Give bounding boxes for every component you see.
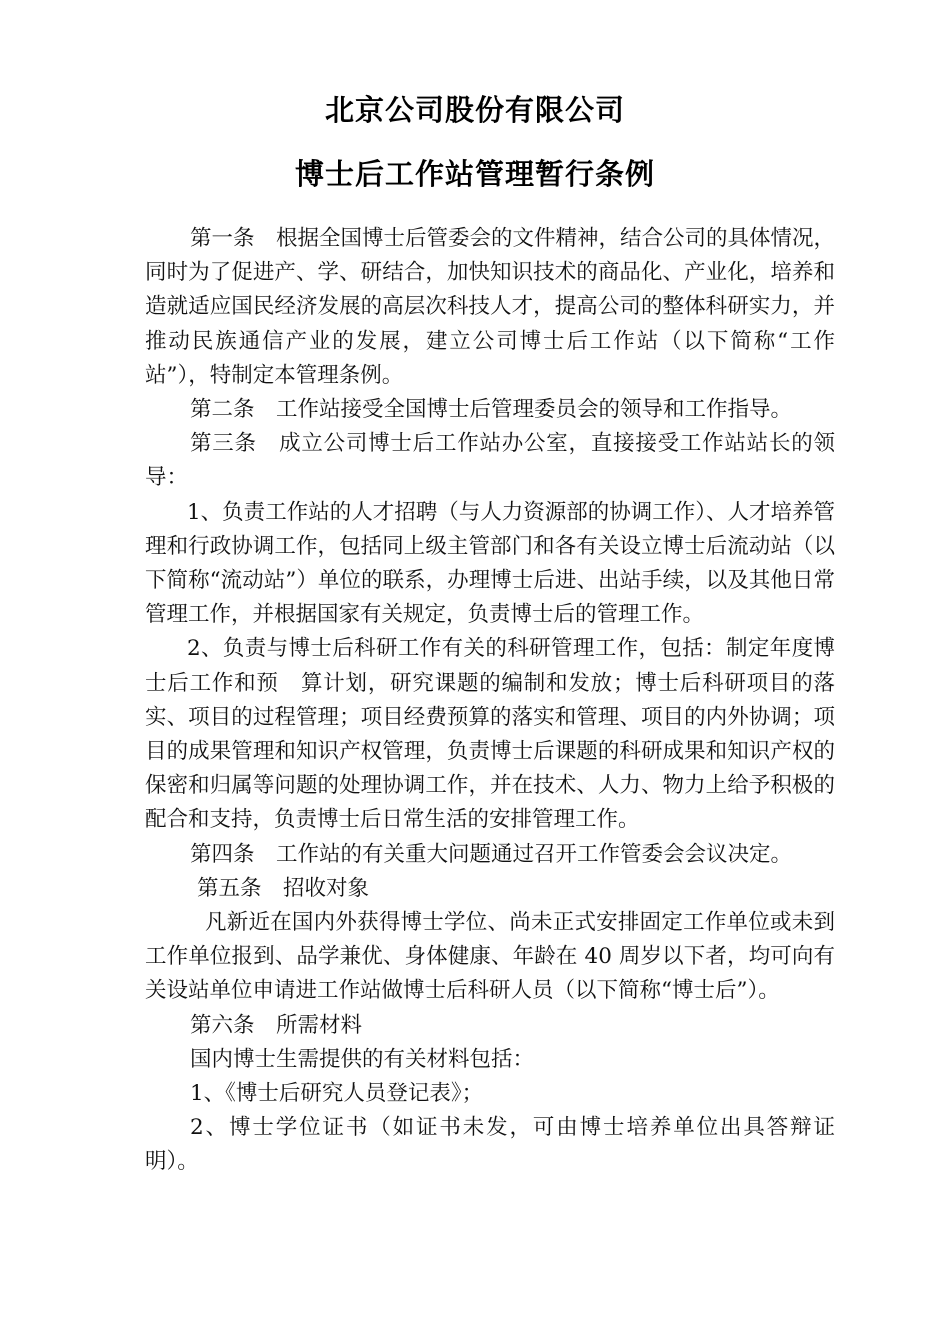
materials-item-1: 1、《博士后研究人员登记表》； xyxy=(190,1081,484,1107)
materials-item-2: 2、博士学位证书（如证书未发，可由博士培养单位出具答辩证明）。 xyxy=(145,1115,835,1175)
article-5-paragraph: 凡新近在国内外获得博士学位、尚未正式安排固定工作单位或未到工作单位报到、品学兼优、身体健康、年龄在 40 周岁以下者，均可向有关设站单位申请进工作站做博士后科研人员（以下简称“博士后”）。 xyxy=(145,910,835,1004)
company-title: 北京公司股份有限公司 xyxy=(324,93,625,127)
article-1-paragraph: 第一条 根据全国博士后管委会的文件精神，结合公司的具体情况，同时为了促进产、学、研结合，加快知识技术的商品化、产业化，培养和造就适应国民经济发展的高层次科技人才，提高公司的整体科研实力，并推动民族通信产业的发展，建立公司博士后工作站（以下简称“工作站”），特制定本管理条例。 xyxy=(145,226,836,388)
regulation-title: 博士后工作站管理暂行条例 xyxy=(294,157,655,191)
document-body xyxy=(145,222,835,1180)
article-6-heading: 第六条 所需材料 xyxy=(190,1012,363,1038)
article-5-heading: 第五条 招收对象 xyxy=(197,875,370,901)
article-3-paragraph: 第三条 成立公司博士后工作站办公室，直接接受工作站站长的领导： xyxy=(145,431,835,491)
article-3-item-1: 1、负责工作站的人才招聘（与人力资源部的协调工作）、人才培养管理和行政协调工作，包括同上级主管部门和各有关设立博士后流动站（以下简称“流动站”）单位的联系，办理博士后进、出站手续，以及其他日常管理工作，并根据国家有关规定，负责博士后的管理工作。 xyxy=(145,499,835,628)
article-3-item-2: 2、负责与博士后科研工作有关的科研管理工作，包括：制定年度博士后工作和预 算计划，研究课题的编制和发放；博士后科研项目的落实、项目的过程管理；项目经费预算的落实和管理、项目的内外协调；项目的成果管理和知识产权管理，负责博士后课题的科研成果和知识产权的保密和归属等问题的处理协调工作，并在技术、人力、物力上给予积极的配合和支持，负责博士后日常生活的安排管理工作。 xyxy=(145,636,835,833)
article-4-paragraph: 第四条 工作站的有关重大问题通过召开工作管委会会议决定。 xyxy=(190,841,793,867)
article-2-paragraph: 第二条 工作站接受全国博士后管理委员会的领导和工作指导。 xyxy=(190,397,793,423)
materials-intro: 国内博士生需提供的有关材料包括： xyxy=(190,1046,535,1072)
